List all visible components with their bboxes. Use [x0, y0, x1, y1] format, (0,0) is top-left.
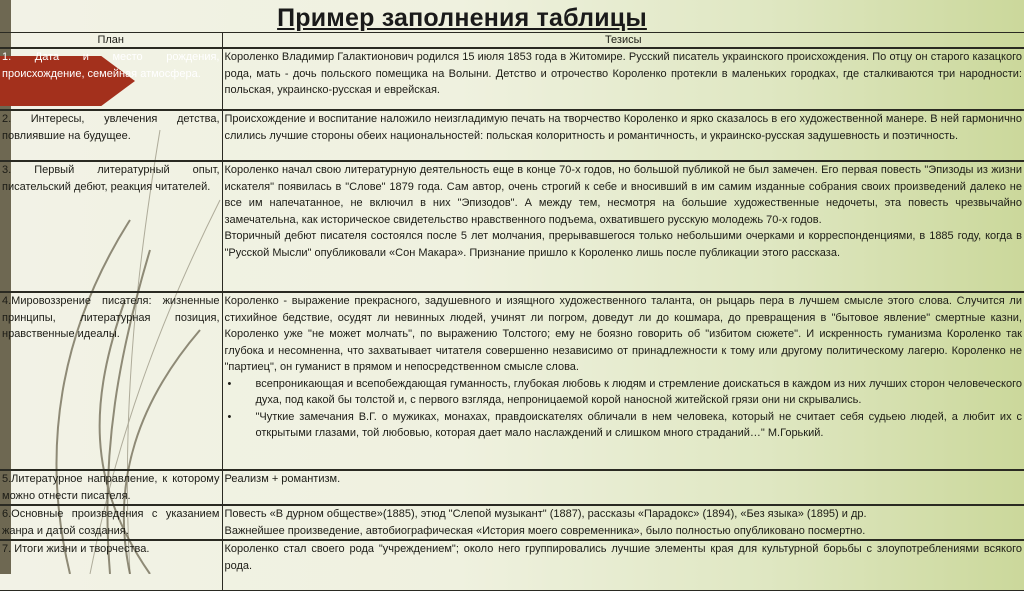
theses-paragraph: Короленко - выражение прекрасного, задушевного и изящного художественного таланта, он рыцарь пера в лучшем смысле этого слова. Случится ли стихийное бедствие, осудят ли невинных людей, учинят ли погром, доведут ли до кошмара, до превращения в "бытовое явление" смертные казни, Короленко уже "не может молчать", по выражению Толстого; ему не боязно говорить об "избитом сюжете". И искренность гуманизма Короленко так глубока и несомненна, что захватывает читателя совершенно независимо от принадлежности к тому или другому политическому лагерю. Короленко не "партиец", он гуманист в прямом и непосредственном смысле слова.	[224, 295, 1022, 373]
table-row	[0, 505, 1024, 540]
table-row	[0, 48, 1024, 110]
theses-cell	[222, 292, 1024, 470]
plan-cell: 5.Литературное направление, к которому можно отнести писателя.	[0, 470, 222, 505]
plan-cell: 3. Первый литературный опыт, писательский дебют, реакция читателей.	[0, 161, 222, 292]
theses-bullet-list	[225, 376, 1023, 442]
table-row	[0, 470, 1024, 505]
theses-paragraph: Короленко начал свою литературную деятельность еще в конце 70-х годов, но большой публикой не был замечен. Его первая повесть "Эпизоды из жизни искателя" появилась в "Слове" 1879 года. Сам автор, очень строгий к себе и вносивший в им самим изданные собрания своих произведений далеко не все им напечатанное, не включил в них "Эпизодов". А между тем, несмотря на большие художественные недочеты, эта повесть чрезвычайно замечательна, как историческое свидетельство нравственного подъема, охватившего русскую молодежь 70-х годов.	[224, 164, 1022, 226]
theses-paragraph: Вторичный дебют писателя состоялся после 5 лет молчания, прерывавшегося только небольшими очерками и корреспонденциями, в 1885 году, когда в "Русской Мысли" опубликовали «Сон Макара». Признание пришло к Короленко лишь после публикации этого рассказа.	[224, 230, 1022, 259]
header-theses: Тезисы	[222, 33, 1024, 49]
theses-cell: Реализм + романтизм.	[222, 470, 1024, 505]
theses-cell: Короленко стал своего рода "учреждением"; около него группировались лучшие элементы края для культурной борьбы с злоупотреблениями всякого рода.	[222, 540, 1024, 590]
plan-theses-table	[0, 32, 1024, 591]
plan-cell: 2. Интересы, увлечения детства, повлиявшие на будущее.	[0, 110, 222, 161]
plan-cell: 7. Итоги жизни и творчества.	[0, 540, 222, 590]
table-row	[0, 161, 1024, 292]
bullet-item: • всепроникающая и всепобеждающая гуманность, глубокая любовь к людям и стремление доискаться в каждом из них лучших сторон человеческого духа, под какой бы толстой и, с первого взгляда, непроницаемой корой наносной житейской грязи они ни скрывались.	[225, 376, 1023, 409]
header-plan: План	[0, 33, 222, 49]
theses-cell	[222, 161, 1024, 292]
theses-paragraph: Важнейшее произведение, автобиографическая «История моего современника», было полностью опубликовано посмертно.	[224, 524, 866, 537]
theses-cell: Происхождение и воспитание наложило неизгладимую печать на творчество Короленко и ярко сказалось в его художественной манере. В ней гармонично слились лучшие стороны обеих национальностей: польская колоритность и романтичность, и украинско-русская задушевность и поэтичность.	[222, 110, 1024, 161]
slide-title: Пример заполнения таблицы	[277, 4, 647, 32]
plan-cell: 4.Мировоззрение писателя: жизненные принципы, литературная позиция, нравственные идеалы.	[0, 292, 222, 470]
theses-paragraph: Повесть «В дурном обществе»(1885), этюд "Слепой музыкант" (1887), рассказы «Парадокс» (1894), «Без языка» (1895) и др.	[224, 508, 867, 520]
theses-cell: Короленко Владимир Галактионович родился 15 июля 1853 года в Житомире. Русский писатель украинского происхождения. По отцу он старого казацкого рода, мать - дочь польского помещика на Волыни. Детство и отрочество Короленко протекли в маленьких городках, где сталкиваются три народности: польская, украинско-русская и еврейская.	[222, 48, 1024, 110]
theses-cell	[222, 505, 1024, 540]
bullet-item: • "Чуткие замечания В.Г. о мужиках, монахах, правдоискателях обличали в нем человека, который не считает себя судьею людей, а любит их с открытыми глазами, той любовью, которая дает мало наслаждений и слишком много страданий…" М.Горький.	[225, 409, 1023, 442]
plan-cell: 6.Основные произведения с указанием жанра и датой создания.	[0, 505, 222, 540]
plan-cell: 1. Дата и место рождения, происхождение, семейная атмосфера.	[0, 48, 222, 110]
table-row	[0, 110, 1024, 161]
table-row	[0, 540, 1024, 590]
table-row	[0, 292, 1024, 470]
